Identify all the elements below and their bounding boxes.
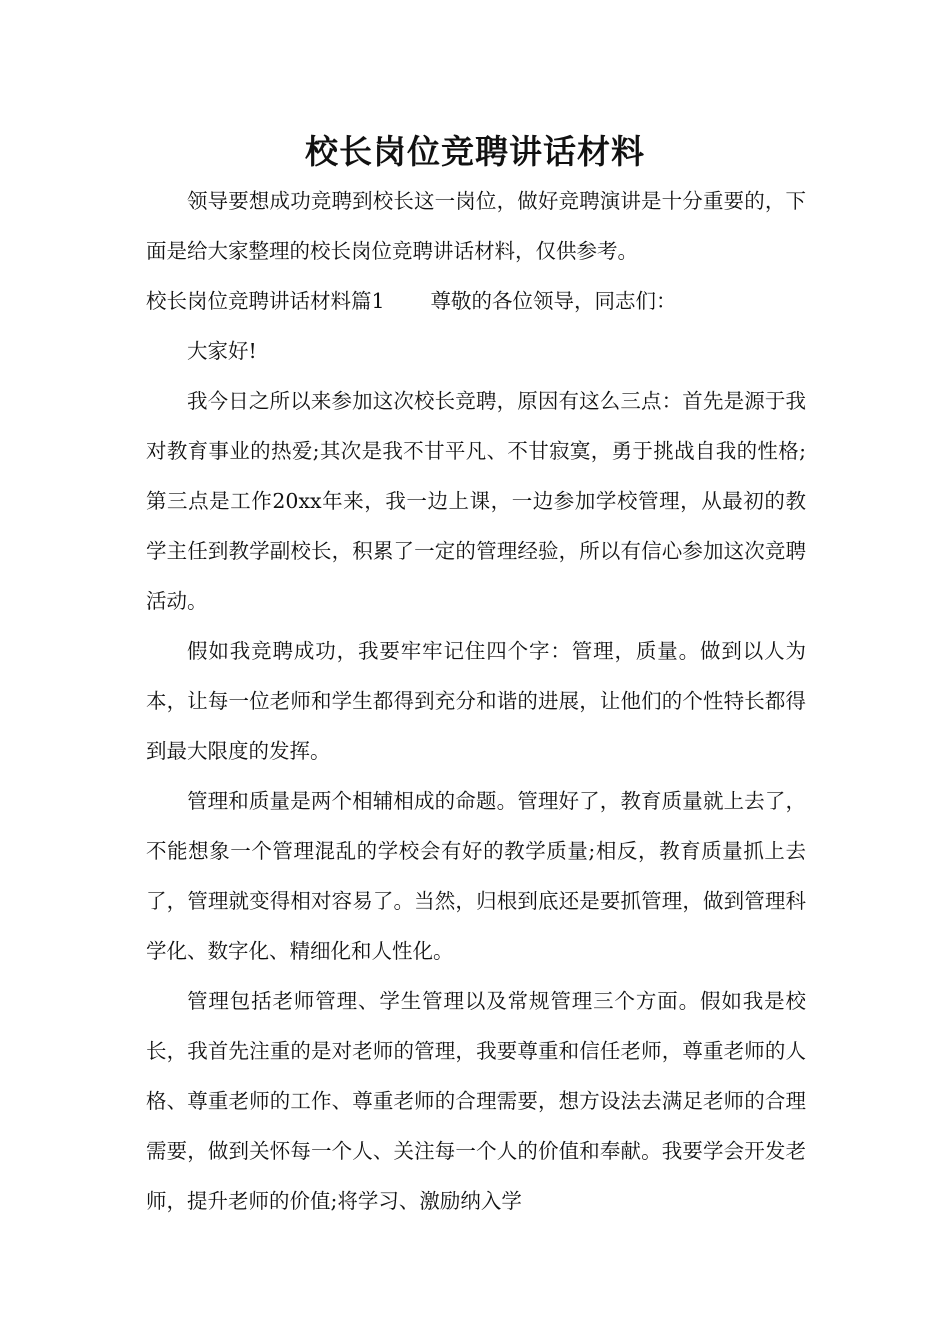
greeting: 大家好! xyxy=(187,339,257,363)
salutation: 尊敬的各位领导，同志们： xyxy=(430,289,677,313)
section-heading-line xyxy=(146,276,806,326)
body-paragraph: 管理包括老师管理、学生管理以及常规管理三个方面。假如我是校长，我首先注重的是对老师的管理，我要尊重和信任老师，尊重老师的人格、尊重老师的工作、尊重老师的合理需要，想方设法去满足老师的合理需要，做到关怀每一个人、关注每一个人的价值和奉献。我要学会开发老师，提升老师的价值;将学习、激励纳入学 xyxy=(146,989,806,1213)
intro-paragraph: 领导要想成功竞聘到校长这一岗位，做好竞聘演讲是十分重要的，下面是给大家整理的校长岗位竞聘讲话材料，仅供参考。 xyxy=(146,189,806,263)
document-title: 校长岗位竞聘讲话材料 xyxy=(305,132,645,171)
body-paragraph: 假如我竞聘成功，我要牢牢记住四个字：管理，质量。做到以人为本，让每一位老师和学生都得到充分和谐的进展，让他们的个性特长都得到最大限度的发挥。 xyxy=(146,639,806,763)
body-paragraph: 管理和质量是两个相辅相成的命题。管理好了，教育质量就上去了，不能想象一个管理混乱的学校会有好的教学质量;相反，教育质量抓上去了，管理就变得相对容易了。当然，归根到底还是要抓管理，做到管理科学化、数字化、精细化和人性化。 xyxy=(146,789,806,963)
section-heading: 校长岗位竞聘讲话材料篇1 xyxy=(146,289,385,313)
document-body xyxy=(146,176,806,1226)
body-paragraph: 我今日之所以来参加这次校长竞聘，原因有这么三点：首先是源于我对教育事业的热爱;其次是我不甘平凡、不甘寂寞，勇于挑战自我的性格;第三点是工作20xx年来，我一边上课，一边参加学校管理，从最初的教学主任到教学副校长，积累了一定的管理经验，所以有信心参加这次竞聘活动。 xyxy=(146,389,806,613)
